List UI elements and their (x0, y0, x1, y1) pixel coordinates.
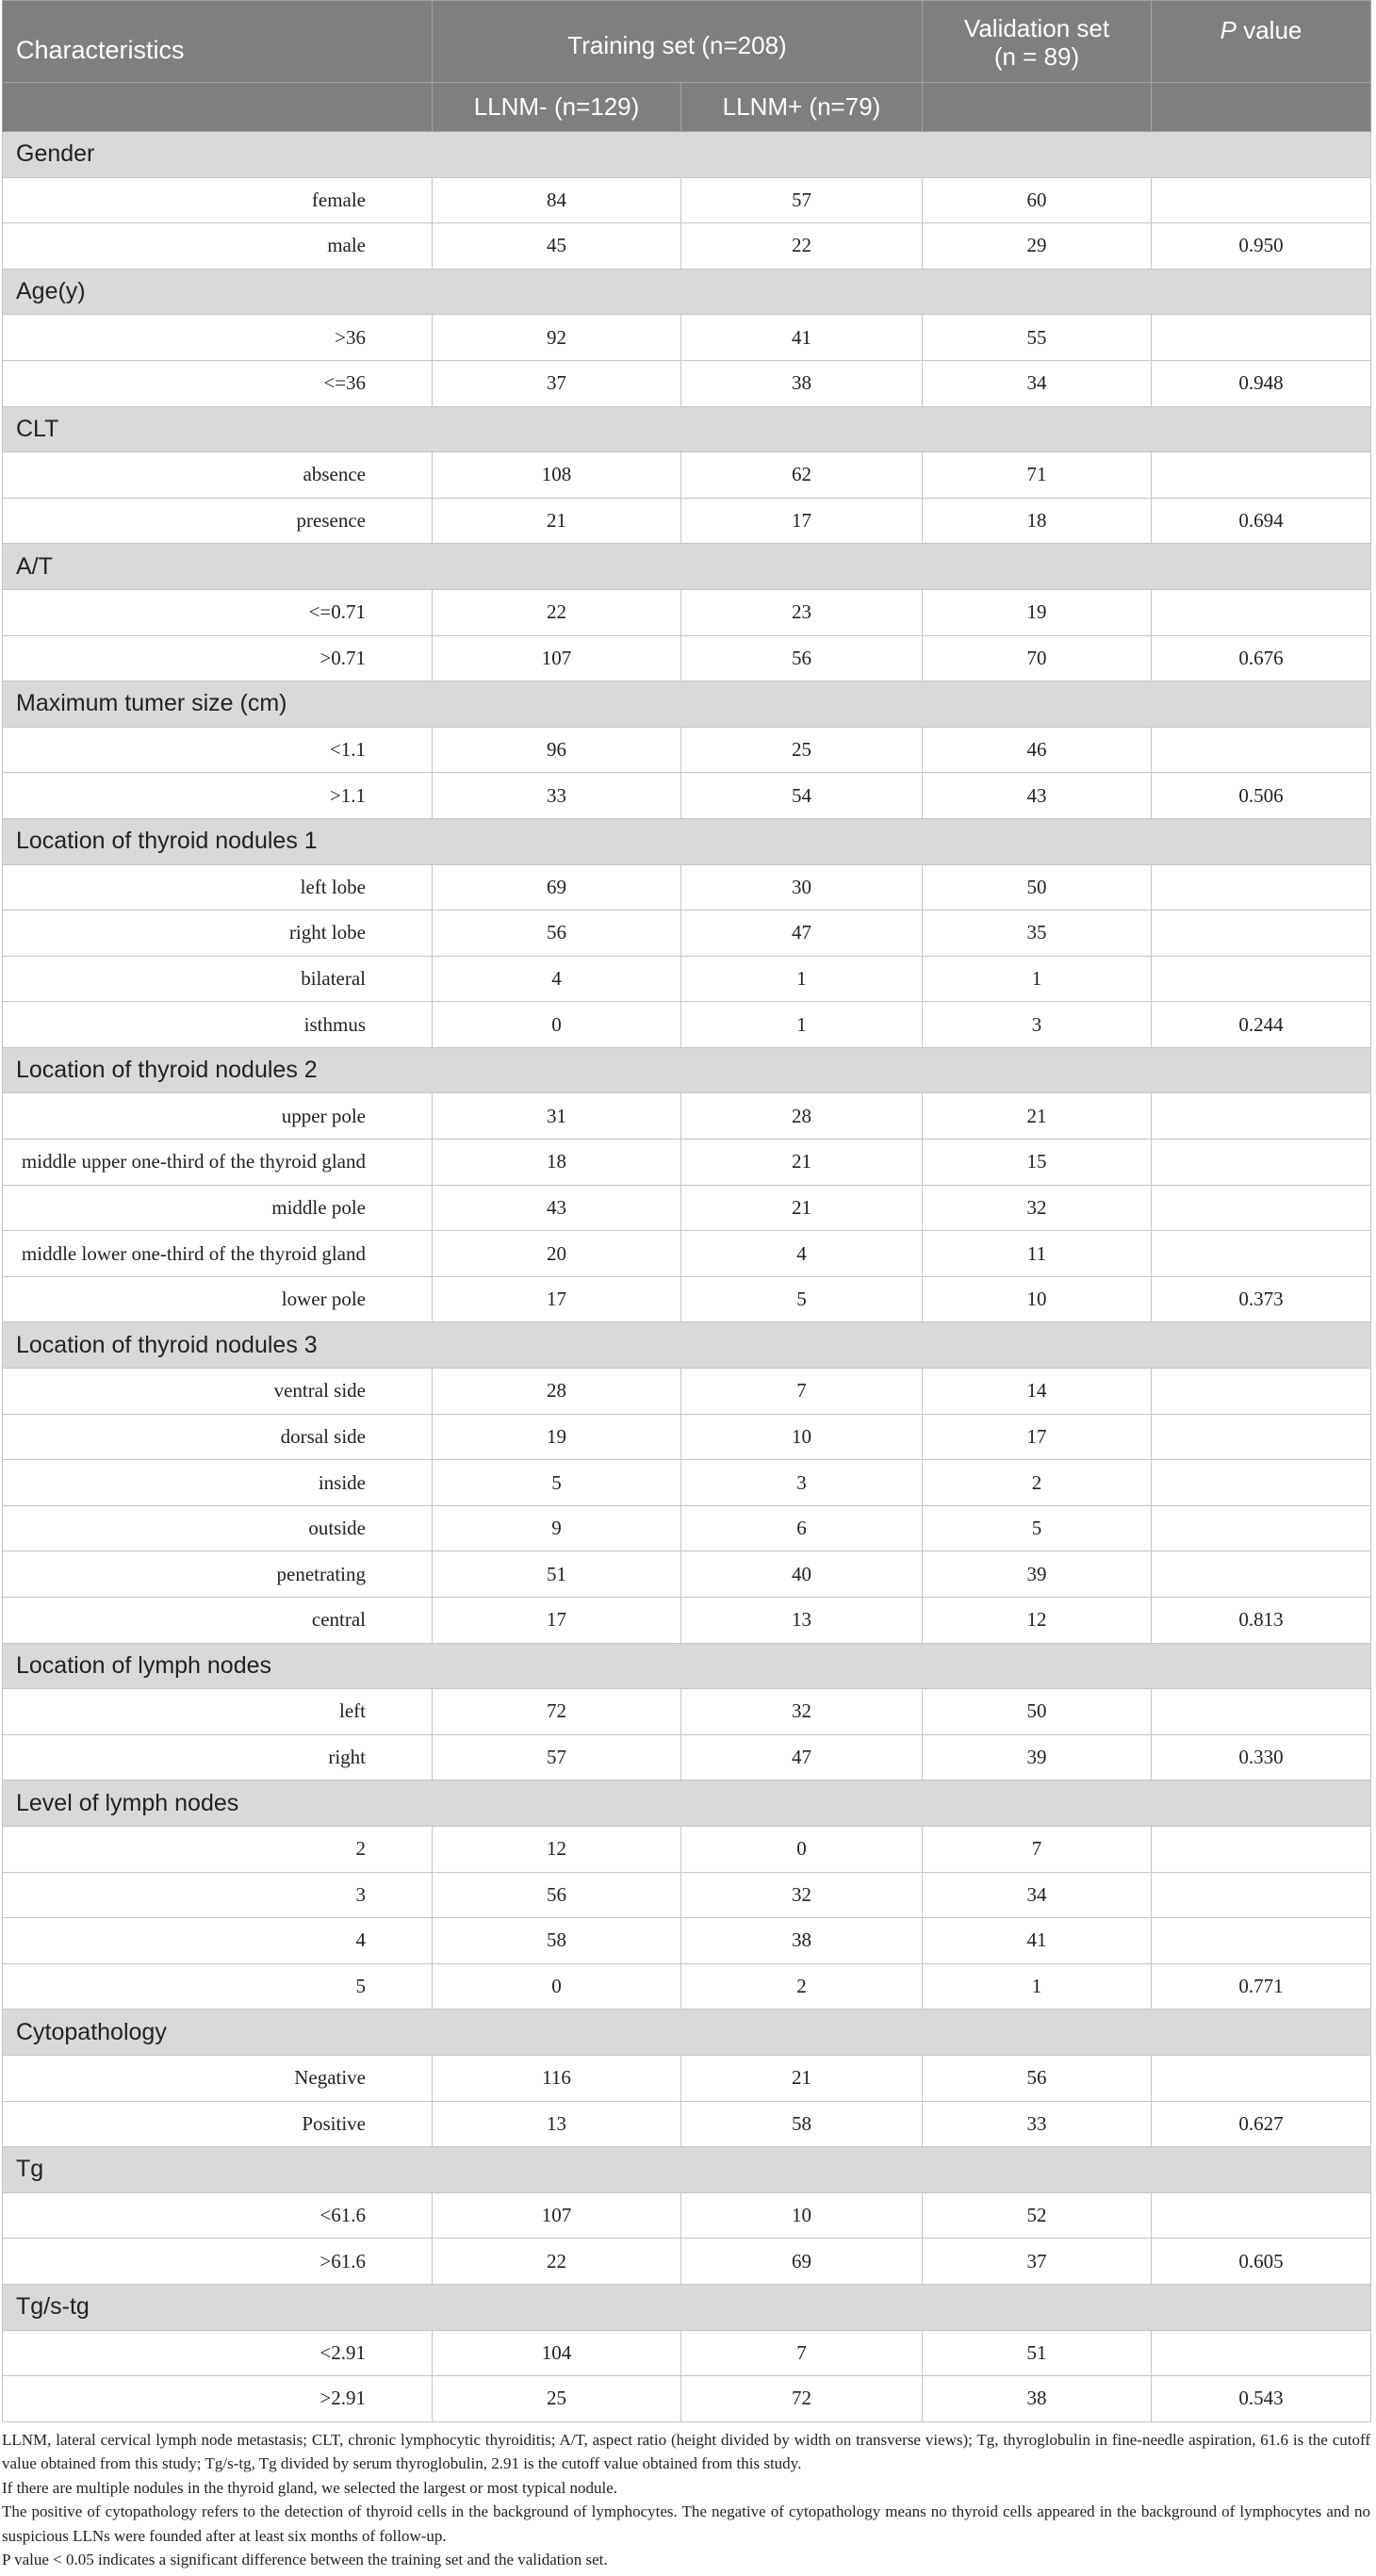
row-label: dorsal side (3, 1414, 433, 1460)
cell-validation: 39 (923, 1551, 1152, 1598)
cell-p-value (1152, 1460, 1371, 1506)
section-row (3, 1322, 1371, 1369)
cell-llnm-positive: 58 (681, 2101, 923, 2147)
cell-p-value: 0.627 (1152, 2101, 1371, 2147)
cell-llnm-positive: 13 (681, 1598, 923, 1644)
table-row (3, 589, 1371, 635)
cell-validation: 52 (923, 2192, 1152, 2239)
cell-p-value: 0.694 (1152, 498, 1371, 544)
table-row (3, 1276, 1371, 1322)
cell-llnm-positive: 0 (681, 1826, 923, 1872)
table-row (3, 498, 1371, 544)
table-row (3, 1918, 1371, 1964)
section-label: Tg/s-tg (3, 2284, 1371, 2330)
section-label: Maximum tumer size (cm) (3, 681, 1371, 728)
header-validation-set-n: (n = 89) (993, 42, 1080, 71)
cell-validation: 29 (923, 223, 1152, 270)
cell-llnm-negative: 56 (433, 1872, 681, 1918)
cell-llnm-positive: 3 (681, 1460, 923, 1506)
cell-p-value (1152, 1093, 1371, 1140)
cell-p-value (1152, 911, 1371, 957)
cell-validation: 51 (923, 2330, 1152, 2376)
table-row (3, 315, 1371, 361)
table-row (3, 177, 1371, 223)
table-row (3, 1369, 1371, 1415)
cell-llnm-negative: 20 (433, 1231, 681, 1277)
cell-llnm-positive: 38 (681, 1918, 923, 1964)
cell-validation: 21 (923, 1093, 1152, 1140)
cell-llnm-positive: 47 (681, 911, 923, 957)
cell-p-value (1152, 1369, 1371, 1415)
cell-validation: 11 (923, 1231, 1152, 1277)
header-empty-cell (3, 83, 433, 132)
row-label: <1.1 (3, 727, 433, 773)
cell-llnm-positive: 47 (681, 1734, 923, 1780)
cell-p-value (1152, 1231, 1371, 1277)
row-label: <61.6 (3, 2192, 433, 2239)
cell-llnm-positive: 5 (681, 1276, 923, 1322)
section-row (3, 2284, 1371, 2330)
cell-llnm-positive: 21 (681, 1185, 923, 1231)
section-label: Location of lymph nodes (3, 1643, 1371, 1689)
row-label: Negative (3, 2055, 433, 2101)
table-row (3, 727, 1371, 773)
section-label: Level of lymph nodes (3, 1780, 1371, 1827)
cell-p-value (1152, 727, 1371, 773)
table-row (3, 1826, 1371, 1872)
cell-llnm-negative: 51 (433, 1551, 681, 1598)
cell-llnm-negative: 43 (433, 1185, 681, 1231)
cell-llnm-negative: 0 (433, 1963, 681, 2010)
cell-p-value (1152, 956, 1371, 1002)
section-row (3, 681, 1371, 728)
cell-llnm-negative: 22 (433, 589, 681, 635)
table-footnotes (2, 2428, 1370, 2572)
cell-validation: 37 (923, 2239, 1152, 2285)
section-label: CLT (3, 406, 1371, 452)
row-label: right (3, 1734, 433, 1780)
section-row (3, 1780, 1371, 1827)
table-row (3, 1963, 1371, 2010)
cell-llnm-negative: 84 (433, 177, 681, 223)
table-row (3, 864, 1371, 911)
cell-llnm-negative: 116 (433, 2055, 681, 2101)
table-row (3, 1002, 1371, 1048)
table-page (2, 0, 1370, 2572)
row-label: bilateral (3, 956, 433, 1002)
cell-p-value: 0.950 (1152, 223, 1371, 270)
cell-llnm-positive: 40 (681, 1551, 923, 1598)
row-label: 3 (3, 1872, 433, 1918)
cell-validation: 50 (923, 864, 1152, 911)
cell-llnm-negative: 96 (433, 727, 681, 773)
header-validation-set-label: Validation set (963, 14, 1110, 42)
cell-p-value: 0.244 (1152, 1002, 1371, 1048)
cell-p-value: 0.676 (1152, 635, 1371, 681)
cell-p-value (1152, 2055, 1371, 2101)
row-label: >2.91 (3, 2376, 433, 2422)
cell-validation: 1 (923, 1963, 1152, 2010)
table-row (3, 360, 1371, 406)
cell-llnm-negative: 107 (433, 2192, 681, 2239)
cell-p-value: 0.373 (1152, 1276, 1371, 1322)
cell-llnm-positive: 32 (681, 1872, 923, 1918)
row-label: middle upper one-third of the thyroid gland (3, 1140, 433, 1186)
table-row (3, 1414, 1371, 1460)
cell-llnm-negative: 22 (433, 2239, 681, 2285)
cell-p-value: 0.813 (1152, 1598, 1371, 1644)
cell-validation: 55 (923, 315, 1152, 361)
table-row (3, 1689, 1371, 1735)
row-label: inside (3, 1460, 433, 1506)
row-label: central (3, 1598, 433, 1644)
cell-p-value (1152, 177, 1371, 223)
cell-llnm-positive: 7 (681, 2330, 923, 2376)
cell-validation: 14 (923, 1369, 1152, 1415)
row-label: outside (3, 1505, 433, 1551)
cell-p-value (1152, 315, 1371, 361)
table-body (3, 132, 1371, 2422)
cell-llnm-negative: 37 (433, 360, 681, 406)
cell-validation: 32 (923, 1185, 1152, 1231)
cell-llnm-negative: 104 (433, 2330, 681, 2376)
section-row (3, 1047, 1371, 1093)
table-row (3, 1734, 1371, 1780)
table-row (3, 773, 1371, 819)
cell-llnm-negative: 28 (433, 1369, 681, 1415)
row-label: isthmus (3, 1002, 433, 1048)
cell-llnm-positive: 32 (681, 1689, 923, 1735)
cell-p-value: 0.605 (1152, 2239, 1371, 2285)
cell-llnm-negative: 107 (433, 635, 681, 681)
section-label: Age(y) (3, 269, 1371, 315)
table-row (3, 1872, 1371, 1918)
table-header (3, 1, 1371, 132)
cell-llnm-negative: 21 (433, 498, 681, 544)
table-row (3, 1185, 1371, 1231)
cell-p-value (1152, 1414, 1371, 1460)
cell-validation: 56 (923, 2055, 1152, 2101)
cell-llnm-positive: 25 (681, 727, 923, 773)
row-label: 4 (3, 1918, 433, 1964)
table-row (3, 2239, 1371, 2285)
cell-validation: 15 (923, 1140, 1152, 1186)
section-row (3, 2010, 1371, 2056)
cell-llnm-positive: 7 (681, 1369, 923, 1415)
table-row (3, 2055, 1371, 2101)
cell-validation: 41 (923, 1918, 1152, 1964)
cell-validation: 34 (923, 360, 1152, 406)
cell-llnm-positive: 57 (681, 177, 923, 223)
row-label: >61.6 (3, 2239, 433, 2285)
cell-llnm-positive: 30 (681, 864, 923, 911)
cell-llnm-negative: 0 (433, 1002, 681, 1048)
cell-p-value (1152, 452, 1371, 499)
cell-validation: 12 (923, 1598, 1152, 1644)
table-row (3, 2376, 1371, 2422)
cell-llnm-positive: 21 (681, 1140, 923, 1186)
cell-validation: 34 (923, 1872, 1152, 1918)
cell-validation: 2 (923, 1460, 1152, 1506)
row-label: 5 (3, 1963, 433, 2010)
table-row (3, 1598, 1371, 1644)
cell-llnm-positive: 10 (681, 1414, 923, 1460)
row-label: Positive (3, 2101, 433, 2147)
row-label: ventral side (3, 1369, 433, 1415)
table-row (3, 1093, 1371, 1140)
row-label: middle lower one-third of the thyroid gland (3, 1231, 433, 1277)
header-llnm-negative: LLNM- (n=129) (433, 83, 681, 132)
cell-p-value (1152, 1505, 1371, 1551)
cell-llnm-positive: 72 (681, 2376, 923, 2422)
cell-p-value: 0.948 (1152, 360, 1371, 406)
cell-llnm-negative: 19 (433, 1414, 681, 1460)
footnote: P value < 0.05 indicates a significant difference between the training set and the validation set. (2, 2551, 608, 2569)
section-row (3, 1643, 1371, 1689)
section-label: Tg (3, 2147, 1371, 2193)
cell-llnm-positive: 2 (681, 1963, 923, 2010)
cell-validation: 5 (923, 1505, 1152, 1551)
cell-p-value (1152, 589, 1371, 635)
cell-llnm-negative: 13 (433, 2101, 681, 2147)
header-characteristics: Characteristics (3, 1, 433, 83)
section-label: Gender (3, 132, 1371, 178)
row-label: absence (3, 452, 433, 499)
footnote: LLNM, lateral cervical lymph node metastasis; CLT, chronic lymphocytic thyroiditis; A/T, aspect ratio (height divided by width on transverse views); Tg, thyroglobulin in fine-needle aspiration, 61.6 is the cutoff value obtained from this study; Tg/s-tg, Tg divided by serum thyroglobulin, 2.91 is the cutoff value obtained from this study. (2, 2430, 1370, 2473)
row-label: upper pole (3, 1093, 433, 1140)
section-row (3, 2147, 1371, 2193)
table-row (3, 2192, 1371, 2239)
header-validation-set (923, 1, 1152, 83)
cell-llnm-negative: 9 (433, 1505, 681, 1551)
cell-llnm-negative: 17 (433, 1276, 681, 1322)
cell-llnm-positive: 17 (681, 498, 923, 544)
header-training-set: Training set (n=208) (433, 1, 923, 83)
cell-llnm-positive: 28 (681, 1093, 923, 1140)
row-label: >1.1 (3, 773, 433, 819)
header-p-word: value (1243, 16, 1302, 44)
cell-p-value (1152, 2330, 1371, 2376)
table-row (3, 2330, 1371, 2376)
table-row (3, 2101, 1371, 2147)
header-p-value (1152, 1, 1371, 83)
row-label: <2.91 (3, 2330, 433, 2376)
table-row (3, 452, 1371, 499)
cell-validation: 1 (923, 956, 1152, 1002)
row-label: <=36 (3, 360, 433, 406)
cell-validation: 17 (923, 1414, 1152, 1460)
cell-llnm-positive: 21 (681, 2055, 923, 2101)
row-label: >0.71 (3, 635, 433, 681)
section-row (3, 818, 1371, 864)
cell-p-value: 0.543 (1152, 2376, 1371, 2422)
cell-llnm-positive: 38 (681, 360, 923, 406)
cell-validation: 50 (923, 1689, 1152, 1735)
footnote: The positive of cytopathology refers to the detection of thyroid cells in the background of lymphocytes. The negative of cytopathology means no thyroid cells appeared in the background of lymphocytes and no suspicious LLNs were founded after at least six months of follow-up. (2, 2502, 1370, 2545)
cell-llnm-negative: 4 (433, 956, 681, 1002)
cell-llnm-negative: 69 (433, 864, 681, 911)
cell-llnm-negative: 25 (433, 2376, 681, 2422)
table-row (3, 1551, 1371, 1598)
characteristics-table (2, 0, 1371, 2422)
cell-validation: 60 (923, 177, 1152, 223)
cell-llnm-positive: 41 (681, 315, 923, 361)
cell-p-value (1152, 1689, 1371, 1735)
cell-llnm-positive: 10 (681, 2192, 923, 2239)
cell-validation: 10 (923, 1276, 1152, 1322)
cell-llnm-positive: 54 (681, 773, 923, 819)
cell-llnm-negative: 57 (433, 1734, 681, 1780)
row-label: penetrating (3, 1551, 433, 1598)
header-row-2 (3, 83, 1371, 132)
cell-p-value (1152, 864, 1371, 911)
cell-validation: 46 (923, 727, 1152, 773)
row-label: >36 (3, 315, 433, 361)
row-label: left lobe (3, 864, 433, 911)
cell-p-value (1152, 2192, 1371, 2239)
section-row (3, 406, 1371, 452)
cell-validation: 33 (923, 2101, 1152, 2147)
cell-llnm-negative: 72 (433, 1689, 681, 1735)
cell-p-value (1152, 1551, 1371, 1598)
row-label: left (3, 1689, 433, 1735)
cell-llnm-negative: 58 (433, 1918, 681, 1964)
section-label: Location of thyroid nodules 1 (3, 818, 1371, 864)
section-label: Location of thyroid nodules 3 (3, 1322, 1371, 1369)
table-row (3, 223, 1371, 270)
row-label: presence (3, 498, 433, 544)
cell-llnm-positive: 22 (681, 223, 923, 270)
row-label: female (3, 177, 433, 223)
section-row (3, 544, 1371, 590)
section-row (3, 132, 1371, 178)
cell-p-value (1152, 1872, 1371, 1918)
cell-validation: 18 (923, 498, 1152, 544)
table-row (3, 635, 1371, 681)
cell-llnm-positive: 23 (681, 589, 923, 635)
cell-validation: 3 (923, 1002, 1152, 1048)
cell-llnm-positive: 69 (681, 2239, 923, 2285)
cell-validation: 43 (923, 773, 1152, 819)
cell-p-value (1152, 1826, 1371, 1872)
cell-llnm-negative: 45 (433, 223, 681, 270)
row-label: right lobe (3, 911, 433, 957)
cell-p-value (1152, 1185, 1371, 1231)
table-row (3, 911, 1371, 957)
section-label: Cytopathology (3, 2010, 1371, 2056)
cell-llnm-negative: 56 (433, 911, 681, 957)
row-label: middle pole (3, 1185, 433, 1231)
cell-llnm-negative: 17 (433, 1598, 681, 1644)
cell-p-value: 0.506 (1152, 773, 1371, 819)
header-empty-cell (923, 83, 1152, 132)
cell-validation: 39 (923, 1734, 1152, 1780)
cell-llnm-negative: 5 (433, 1460, 681, 1506)
cell-llnm-negative: 108 (433, 452, 681, 499)
header-llnm-positive: LLNM+ (n=79) (681, 83, 923, 132)
cell-validation: 70 (923, 635, 1152, 681)
cell-validation: 19 (923, 589, 1152, 635)
cell-validation: 7 (923, 1826, 1152, 1872)
cell-llnm-positive: 6 (681, 1505, 923, 1551)
cell-llnm-positive: 1 (681, 956, 923, 1002)
section-label: A/T (3, 544, 1371, 590)
cell-validation: 38 (923, 2376, 1152, 2422)
cell-llnm-negative: 31 (433, 1093, 681, 1140)
cell-validation: 71 (923, 452, 1152, 499)
table-row (3, 1231, 1371, 1277)
table-row (3, 1505, 1371, 1551)
cell-llnm-positive: 4 (681, 1231, 923, 1277)
section-label: Location of thyroid nodules 2 (3, 1047, 1371, 1093)
cell-llnm-positive: 1 (681, 1002, 923, 1048)
cell-llnm-positive: 62 (681, 452, 923, 499)
header-empty-cell (1152, 83, 1371, 132)
header-p-letter: P (1220, 16, 1237, 44)
row-label: 2 (3, 1826, 433, 1872)
footnote: If there are multiple nodules in the thyroid gland, we selected the largest or most typical nodule. (2, 2478, 618, 2497)
cell-validation: 35 (923, 911, 1152, 957)
cell-llnm-negative: 12 (433, 1826, 681, 1872)
row-label: male (3, 223, 433, 270)
row-label: lower pole (3, 1276, 433, 1322)
cell-llnm-negative: 18 (433, 1140, 681, 1186)
cell-p-value: 0.330 (1152, 1734, 1371, 1780)
row-label: <=0.71 (3, 589, 433, 635)
cell-p-value: 0.771 (1152, 1963, 1371, 2010)
header-row-1 (3, 1, 1371, 83)
cell-llnm-negative: 33 (433, 773, 681, 819)
table-row (3, 1460, 1371, 1506)
cell-llnm-negative: 92 (433, 315, 681, 361)
cell-llnm-positive: 56 (681, 635, 923, 681)
table-row (3, 956, 1371, 1002)
table-row (3, 1140, 1371, 1186)
cell-p-value (1152, 1918, 1371, 1964)
section-row (3, 269, 1371, 315)
cell-p-value (1152, 1140, 1371, 1186)
